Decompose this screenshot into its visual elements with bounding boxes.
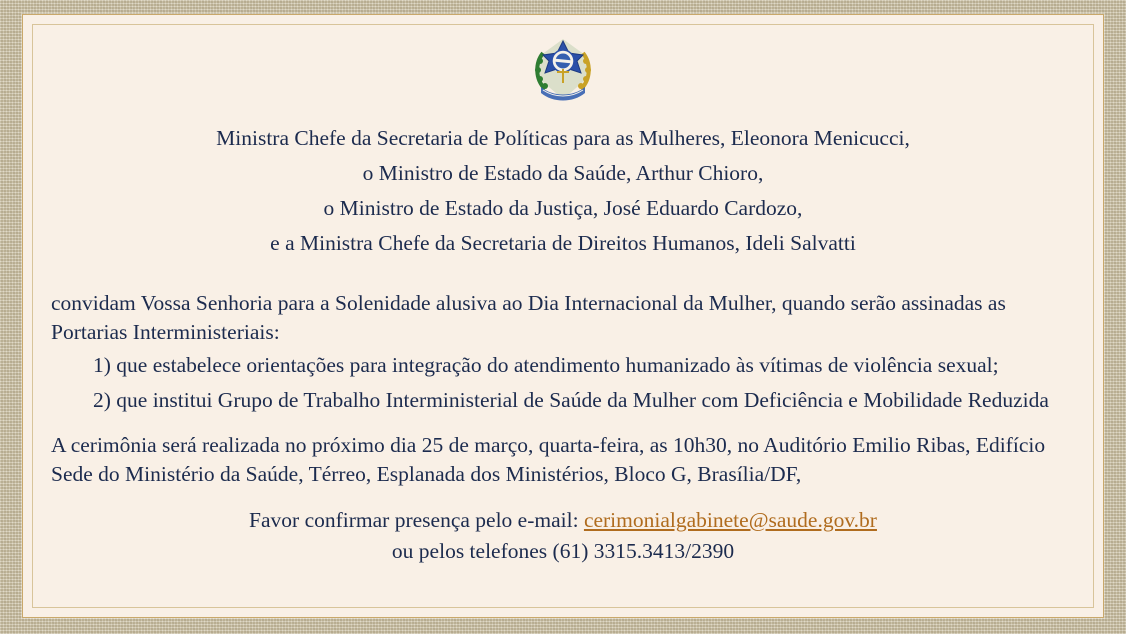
signatories-block: [51, 121, 1075, 261]
rsvp-email-prefix: Favor confirmar presença pelo e-mail:: [249, 508, 584, 532]
portaria-item-2: 2) que institui Grupo de Trabalho Interministerial de Saúde da Mulher com Deficiência e Mobilidade Reduzida: [93, 388, 1049, 412]
invitation-card: [22, 14, 1104, 618]
brazil-coat-of-arms-icon: [531, 33, 595, 105]
rsvp-phones-line: ou pelos telefones (61) 3315.3413/2390: [391, 539, 735, 563]
invitation-content: [23, 15, 1103, 617]
ceremony-paragraph: A cerimônia será realizada no próximo dia 25 de março, quarta-feira, as 10h30, no Auditório Emilio Ribas, Edifício Sede do Ministério da Saúde, Térreo, Esplanada dos Ministérios, Bloco G, Brasília/DF,: [51, 433, 1046, 486]
emblem-container: [51, 33, 1075, 105]
signatory-line-3: o Ministro de Estado da Justiça, José Eduardo Cardozo,: [323, 196, 803, 220]
rsvp-email-link[interactable]: cerimonialgabinete@saude.gov.br: [583, 508, 877, 532]
signatory-line-1: Ministra Chefe da Secretaria de Políticas para as Mulheres, Eleonora Menicucci,: [216, 126, 910, 150]
signatory-line-4: e a Ministra Chefe da Secretaria de Direitos Humanos, Ideli Salvatti: [270, 231, 856, 255]
portaria-item-1: 1) que estabelece orientações para integração do atendimento humanizado às vítimas de violência sexual;: [93, 353, 999, 377]
rsvp-email-line: [51, 505, 1075, 536]
rsvp-block: [51, 505, 1075, 567]
signatory-line-2: o Ministro de Estado da Saúde, Arthur Chioro,: [362, 161, 764, 185]
invitation-body: [51, 289, 1075, 489]
invitation-paragraph: convidam Vossa Senhoria para a Solenidade alusiva ao Dia Internacional da Mulher, quando serão assinadas as Portarias Interministeriais:: [51, 291, 1006, 344]
